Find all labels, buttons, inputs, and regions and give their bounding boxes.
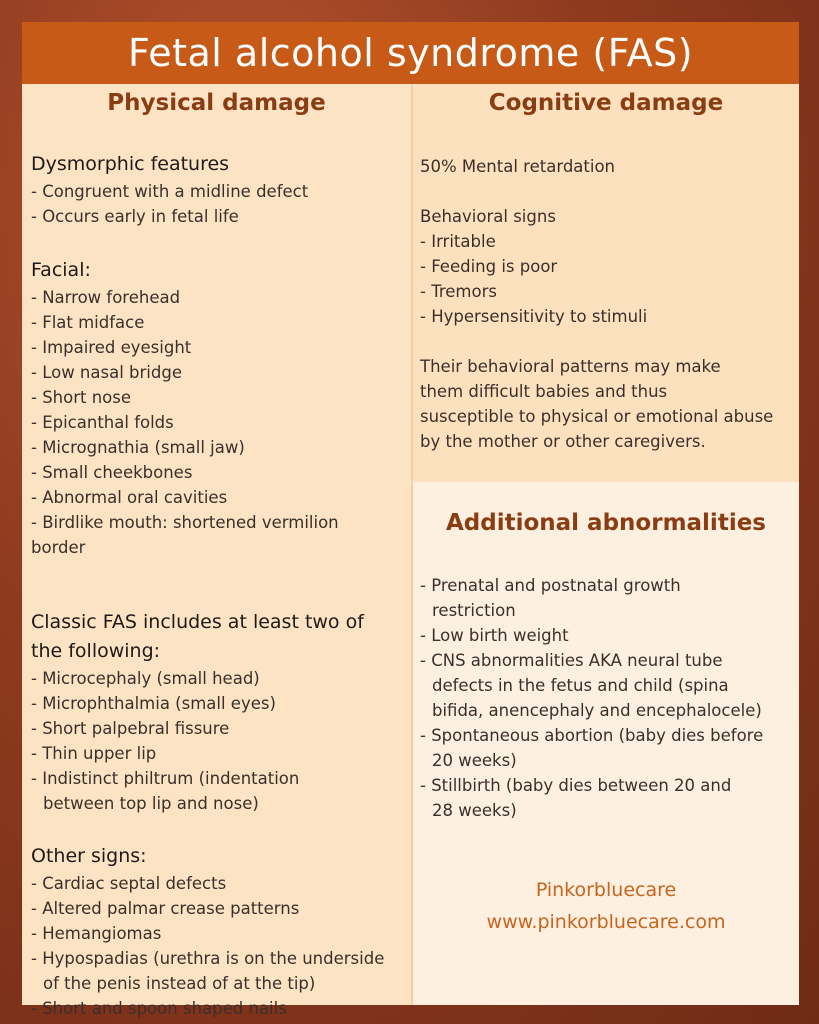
list-item: - Short palpebral fissure <box>31 719 230 738</box>
list-item: - Prenatal and postnatal growth <box>420 576 681 595</box>
dysmorphic-heading: Dysmorphic features <box>31 153 230 175</box>
list-item: - Indistinct philtrum (indentation <box>31 769 300 788</box>
list-item: - Small cheekbones <box>31 463 193 482</box>
list-item: - Tremors <box>420 282 497 301</box>
list-item: border <box>31 538 86 557</box>
cognitive-content <box>420 154 791 454</box>
behavioral-paragraph <box>420 354 791 454</box>
list-item: restriction <box>432 601 516 620</box>
paragraph-line: by the mother or other caregivers. <box>420 432 706 451</box>
list-item: - Short nose <box>31 388 132 407</box>
physical-damage-heading: Physical damage <box>107 90 326 116</box>
paragraph-line: susceptible to physical or emotional abuse <box>420 407 774 426</box>
additional-abnormalities-heading: Additional abnormalities <box>445 510 766 536</box>
list-item: - Occurs early in fetal life <box>31 207 239 226</box>
list-item: - Abnormal oral cavities <box>31 488 228 507</box>
physical-damage-panel <box>22 84 413 1018</box>
list-item: - CNS abnormalities AKA neural tube <box>420 651 723 670</box>
list-item: - Irritable <box>420 232 496 251</box>
list-item: 28 weeks) <box>432 801 517 820</box>
other-signs-section <box>31 842 405 1021</box>
paragraph-line: them difficult babies and thus <box>420 382 668 401</box>
additional-abnormalities-panel <box>413 482 799 1005</box>
list-item: - Impaired eyesight <box>31 338 192 357</box>
list-item: - Hypersensitivity to stimuli <box>420 307 648 326</box>
classic-fas-heading-line1: Classic FAS includes at least two of <box>31 611 364 633</box>
list-item: defects in the fetus and child (spina <box>432 676 729 695</box>
dysmorphic-section <box>31 150 405 229</box>
list-item: 20 weeks) <box>432 751 517 770</box>
list-item: - Hypospadias (urethra is on the underside <box>31 949 385 968</box>
list-item: - Microphthalmia (small eyes) <box>31 694 276 713</box>
facial-section <box>31 256 405 560</box>
list-item: - Feeding is poor <box>420 257 558 276</box>
classic-fas-section <box>31 608 405 816</box>
list-item: between top lip and nose) <box>43 794 259 813</box>
infographic-card <box>22 22 799 1018</box>
list-item: bifida, anencephaly and encephalocele) <box>432 701 762 720</box>
footer-url[interactable]: www.pinkorbluecare.com <box>486 911 726 933</box>
behavioral-heading: Behavioral signs <box>420 207 556 226</box>
list-item: - Spontaneous abortion (baby dies before <box>420 726 764 745</box>
list-item: - Narrow forehead <box>31 288 181 307</box>
list-item: - Congruent with a midline defect <box>31 182 309 201</box>
cognitive-damage-panel <box>413 84 799 482</box>
list-item: - Birdlike mouth: shortened vermilion <box>31 513 339 532</box>
list-item: - Epicanthal folds <box>31 413 174 432</box>
list-item: - Hemangiomas <box>31 924 162 943</box>
list-item: - Microcephaly (small head) <box>31 669 260 688</box>
page-title: Fetal alcohol syndrome (FAS) <box>22 22 799 84</box>
paragraph-line: Their behavioral patterns may make <box>420 357 721 376</box>
list-item: - Altered palmar crease patterns <box>31 899 300 918</box>
list-item: - Flat midface <box>31 313 145 332</box>
list-item: - Thin upper lip <box>31 744 157 763</box>
list-item: - Micrognathia (small jaw) <box>31 438 245 457</box>
list-item: - Short and spoon shaped nails <box>31 999 287 1018</box>
other-signs-heading: Other signs: <box>31 845 147 867</box>
list-item: - Stillbirth (baby dies between 20 and <box>420 776 732 795</box>
additional-list <box>420 573 791 823</box>
mental-retardation-text: 50% Mental retardation <box>420 157 616 176</box>
facial-heading: Facial: <box>31 259 91 281</box>
cognitive-damage-heading: Cognitive damage <box>488 90 724 116</box>
list-item: - Low nasal bridge <box>31 363 182 382</box>
classic-fas-heading-line2: the following: <box>31 640 161 662</box>
list-item: - Cardiac septal defects <box>31 874 227 893</box>
list-item: - Low birth weight <box>420 626 569 645</box>
list-item: of the penis instead of at the tip) <box>43 974 316 993</box>
footer-brand: Pinkorbluecare <box>535 879 677 901</box>
